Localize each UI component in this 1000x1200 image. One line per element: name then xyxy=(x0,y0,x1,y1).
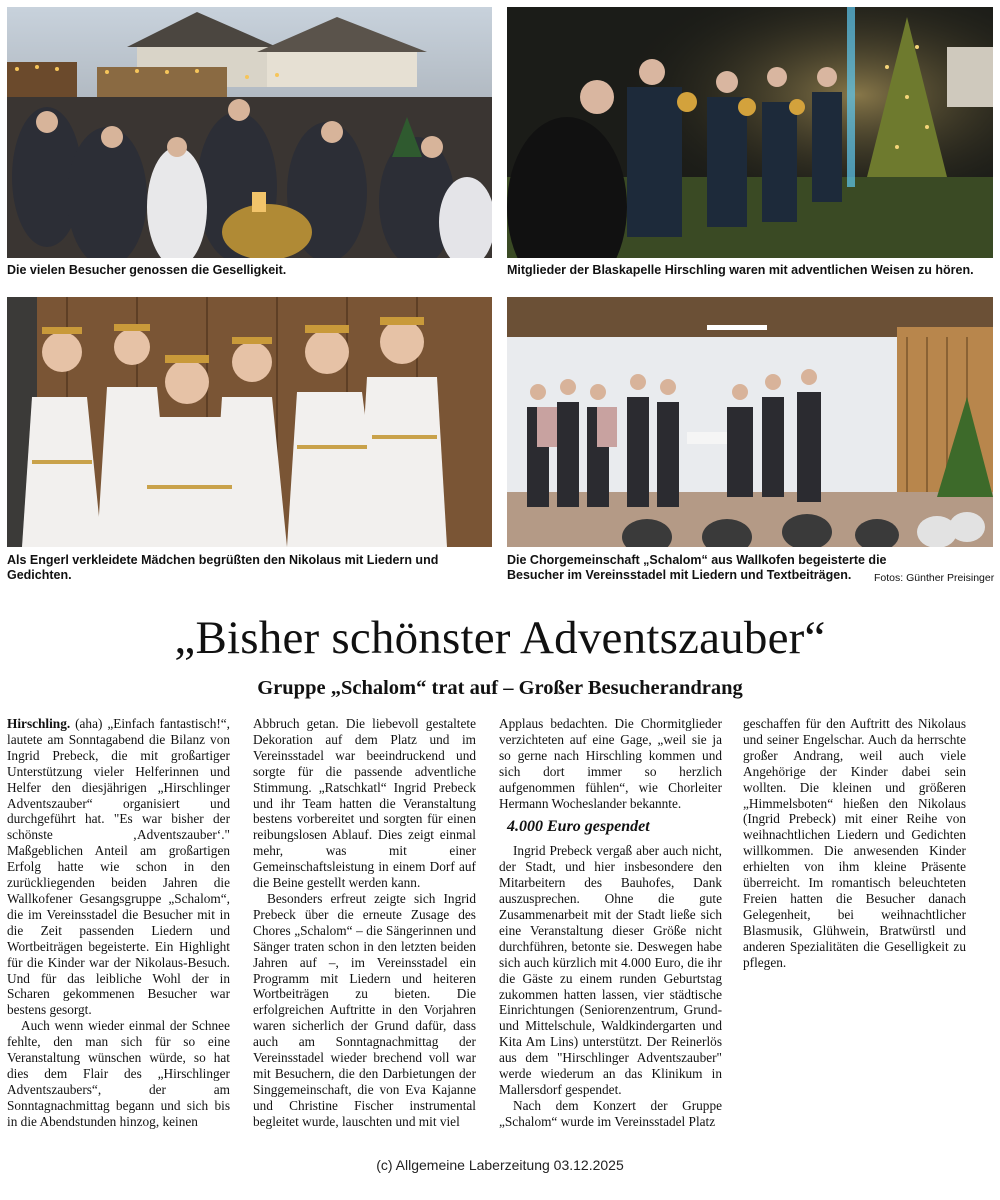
dateline: Hirschling. xyxy=(7,716,76,731)
article-paragraph: Besonders erfreut zeigte sich Ingrid Prebeck über die erneute Zusage des Chores „Schalom“ – die Sängerinnen und Sänger traten schon in den letzten beiden Jahren auf –, im Vereinsstadel ein Programm mit Liedern und heiteren Wortbeiträgen zu bieten. Die erfolgreichen Auftritte in den Vorjahren waren sicherlich der Grund dafür, dass auch am Sonntagnachmittag der Vereinsstadel wieder brechend voll war mit Besuchern, die den Darbietungen der Singgemeinschaft, die von Eva Kajanne und Christine Fischer instrumental begleitet wurde, lauschten und mit viel xyxy=(253,890,476,1129)
article-column-1 xyxy=(7,716,230,1130)
article-paragraph: Applaus bedachten. Die Chormitglieder verzichteten auf eine Gage, „weil sie ja so gerne nach Hirschling kommen und sich dort immer so herzlich aufgenommen fühlen“, wie Chorleiter Hermann Wocheslander bekannte. xyxy=(499,716,722,811)
article-subheadline: Gruppe „Schalom“ trat auf – Großer Besucherandrang xyxy=(257,677,743,699)
article-paragraph: Nach dem Konzert der Gruppe „Schalom“ wurde im Vereinsstadel Platz xyxy=(499,1097,722,1129)
section-heading: 4.000 Euro gespendet xyxy=(507,818,650,836)
article-paragraph: Ingrid Prebeck vergaß aber auch nicht, der Stadt, und hier insbesondere den Mitarbeitern des Bauhofes, Dank auszusprechen. Ohne die gute Zusammenarbeit mit der Stadt ließe sich eine Veranstaltung dieser Größe nicht durchführen, betonte sie. Deswegen habe sich auch kürzlich mit 4.000 Euro, die ihr die Gäste zu einem runden Geburtstag zukommen hatten lassen, vier städtische Einrichtungen (Seniorenzentrum, Grund- und Mittelschule, Waldkindergarten und Kita Am Lins) unterstützt. Der Reinerlös aus dem "Hirschlinger Adventszauber" werde wiederum an das Klinikum in Mallersdorf gespendet. xyxy=(499,843,722,1097)
photo-caption-4: Die Chorgemeinschaft „Schalom“ aus Wallkofen begeisterte die Besucher im Vereinsstadel mit Liedern und Textbeiträgen. xyxy=(507,553,887,582)
photo-brass-band xyxy=(507,7,993,258)
photo-caption-2: Mitglieder der Blaskapelle Hirschling waren mit adventlichen Weisen zu hören. xyxy=(507,263,974,277)
photo-caption-1: Die vielen Besucher genossen die Geselligkeit. xyxy=(7,263,287,277)
article-column-3 xyxy=(499,716,722,1130)
article-column-2 xyxy=(253,716,476,1130)
article-headline: „Bisher schönster Adventszauber“ xyxy=(174,612,826,664)
article-column-4 xyxy=(743,716,966,971)
photo-caption-3: Als Engerl verkleidete Mädchen begrüßten den Nikolaus mit Liedern und Gedichten. xyxy=(7,553,439,582)
photo-market-visitors xyxy=(7,7,492,258)
copyright-footer: (c) Allgemeine Laberzeitung 03.12.2025 xyxy=(376,1157,624,1173)
article-paragraph: geschaffen für den Auftritt des Nikolaus und seiner Engelschar. Auch da herrschte großer Andrang, weil auch viele Angehörige der Kinder dabei sein wollten. Die kleinen und größeren „Himmelsboten“ hießen den Nikolaus (Ingrid Prebeck) mit einer Reihe von weihnachtlichen Liedern und Gedichten willkommen. Die anwesenden Kinder erhielten von ihm kleine Präsente überreicht. Im romantisch beleuchteten Freien hatten die Besucher danach Gelegenheit, bei weihnachtlicher Blasmusik, Glühwein, Bratwürstl und anderen Spezialitäten die Geselligkeit zu pflegen. xyxy=(743,716,966,970)
article-paragraph: Abbruch getan. Die liebevoll gestaltete Dekoration auf dem Platz und im Vereinsstadel war beeindruckend und sorgte für die passende adventliche Stimmung. „Ratschkatl“ Ingrid Prebeck und ihr Team hatten die Veranstaltung bestens vorbereitet und sorgten für einen reibungslosen Ablauf. Dies zeigt einmal mehr, was mit einer Gemeinschaftsleistung in einem Dorf auf die Beine gestellt werden kann. xyxy=(253,716,476,891)
article-paragraph: Hirschling. (aha) „Einfach fantastisch!“, lautete am Sonntagabend die Bilanz von Ingrid Prebeck, die mit großartiger Unterstützung vieler Helferinnen und Helfer den diesjährigen „Hirschlinger Adventszauber“ organisiert und durchgeführt hat. "Es war bisher der schönste ‚Adventszauber‘." Maßgeblichen Anteil am großartigen Erfolg hatte wie schon in den zurückliegenden beiden Jahren die Wallkofener Gesangsgruppe „Schalom“, die im Vereinsstadel die Besucher mit in die Zeit passenden Liedern und Wortbeiträgen begeisterte. Ein Highlight für die Kinder war der Nikolaus-Besuch. Und für das leibliche Wohl der in Scharen gekommenen Besucher war bestens gesorgt. xyxy=(7,716,230,1018)
article-paragraph: Auch wenn wieder einmal der Schnee fehlte, den man sich für so eine Veranstaltung wünschen würde, so hat dies dem Flair des „Hirschlinger Adventszaubers“, der am Sonntagnachmittag begann und sich bis in die Abendstunden hinzog, keinen xyxy=(7,1018,230,1129)
photo-angel-girls xyxy=(7,297,492,547)
photo-choir-schalom xyxy=(507,297,993,547)
photo-credit: Fotos: Günther Preisinger xyxy=(874,572,995,584)
